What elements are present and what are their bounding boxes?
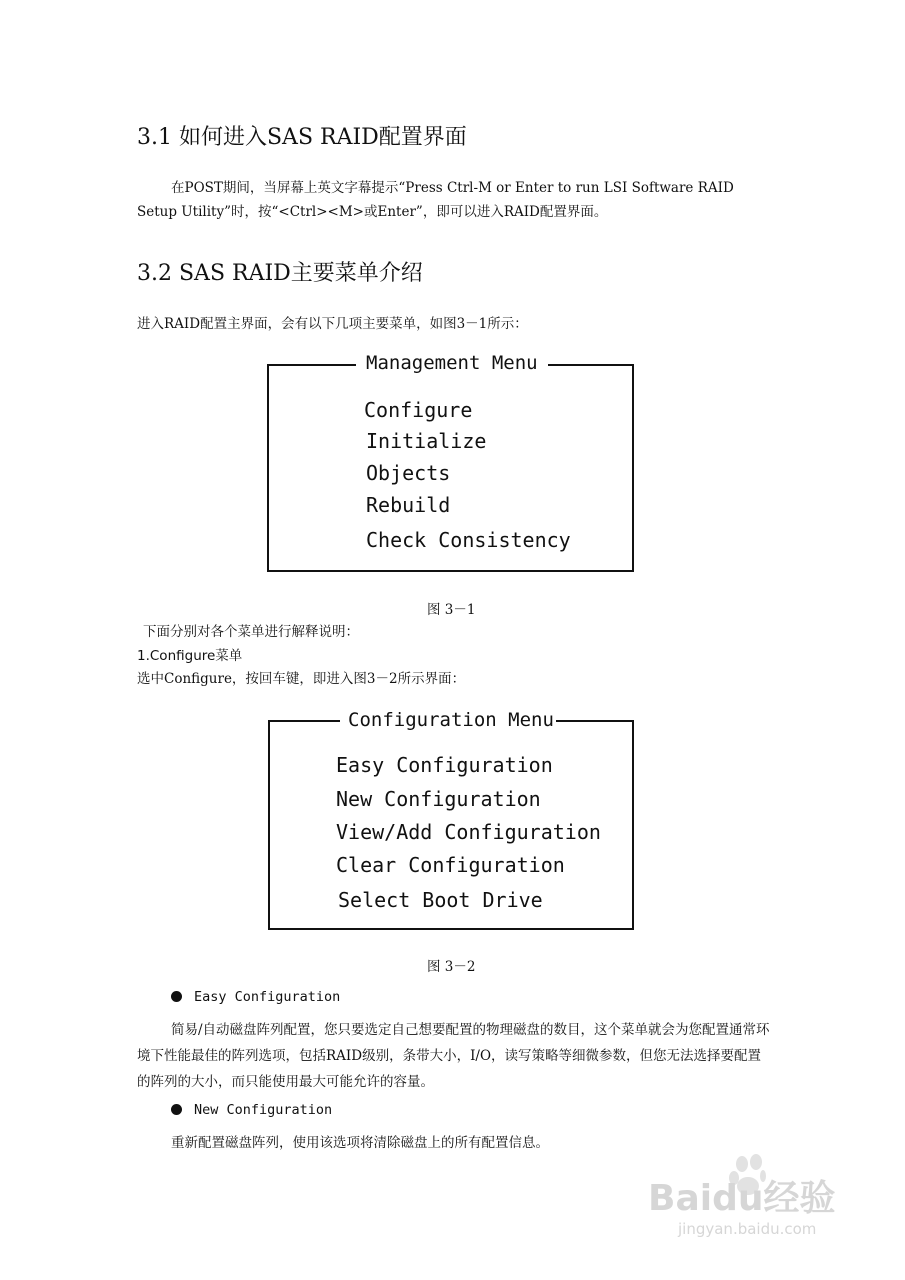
- menu-item-objects: Objects: [366, 461, 451, 485]
- configure-heading: 1.Configure菜单: [137, 648, 243, 664]
- figure-3-1-caption: 图 3－1: [427, 602, 476, 618]
- easy-configuration-description: 简易/自动磁盘阵列配置，您只要选定自己想要配置的物理磁盘的数目，这个菜单就会为您配置通常环境下性能最佳的阵列选项，包括RAID级别，条带大小，I/O，读写策略等细微参数，但您无法选择要配置的阵列的大小，而只能使用最大可能允许的容量。: [137, 1022, 770, 1090]
- baidu-jingyan-logo: Baidu经验: [648, 1178, 836, 1219]
- baidu-jingyan-url: jingyan.baidu.com: [678, 1220, 817, 1238]
- bullet-label: Easy Configuration: [194, 989, 341, 1005]
- menu-item-new-configuration: New Configuration: [336, 787, 541, 811]
- menu-item-initialize: Initialize: [366, 429, 487, 453]
- bullet-dot-icon: [171, 991, 182, 1002]
- menu-item-view-add-configuration: View/Add Configuration: [336, 820, 601, 844]
- bullet-dot-icon: [171, 1104, 182, 1115]
- section-3-2-title: 3.2 SAS RAID主要菜单介绍: [137, 261, 423, 286]
- management-menu-title: Management Menu: [356, 351, 548, 375]
- menu-item-easy-configuration: Easy Configuration: [336, 753, 553, 777]
- menu-item-rebuild: Rebuild: [366, 493, 451, 517]
- section-3-1-paragraph: 在POST期间，当屏幕上英文字幕提示“Press Ctrl-M or Enter to run LSI Software RAID Setup Utility”时，按“<Ctrl><M>或Enter”，即可以进入RAID配置界面。: [137, 180, 734, 220]
- menu-item-select-boot-drive: Select Boot Drive: [338, 888, 543, 912]
- configuration-menu-title: Configuration Menu: [340, 708, 556, 732]
- bullet-easy-configuration: [171, 985, 340, 1009]
- section-3-2-intro: 进入RAID配置主界面，会有以下几项主要菜单，如图3－1所示：: [137, 316, 528, 332]
- bullet-new-configuration: [171, 1098, 332, 1122]
- figure-3-2-caption: 图 3－2: [427, 959, 476, 975]
- bullet-label: New Configuration: [194, 1102, 333, 1118]
- menu-item-clear-configuration: Clear Configuration: [336, 853, 565, 877]
- menu-item-check-consistency: Check Consistency: [366, 528, 571, 552]
- configure-text: 选中Configure，按回车键，即进入图3－2所示界面：: [137, 671, 466, 687]
- section-3-1-title: 3.1 如何进入SAS RAID配置界面: [137, 125, 467, 150]
- explain-text: 下面分别对各个菜单进行解释说明：: [143, 624, 359, 640]
- menu-item-configure: Configure: [364, 398, 473, 422]
- new-configuration-description: 重新配置磁盘阵列，使用该选项将清除磁盘上的所有配置信息。: [171, 1135, 549, 1151]
